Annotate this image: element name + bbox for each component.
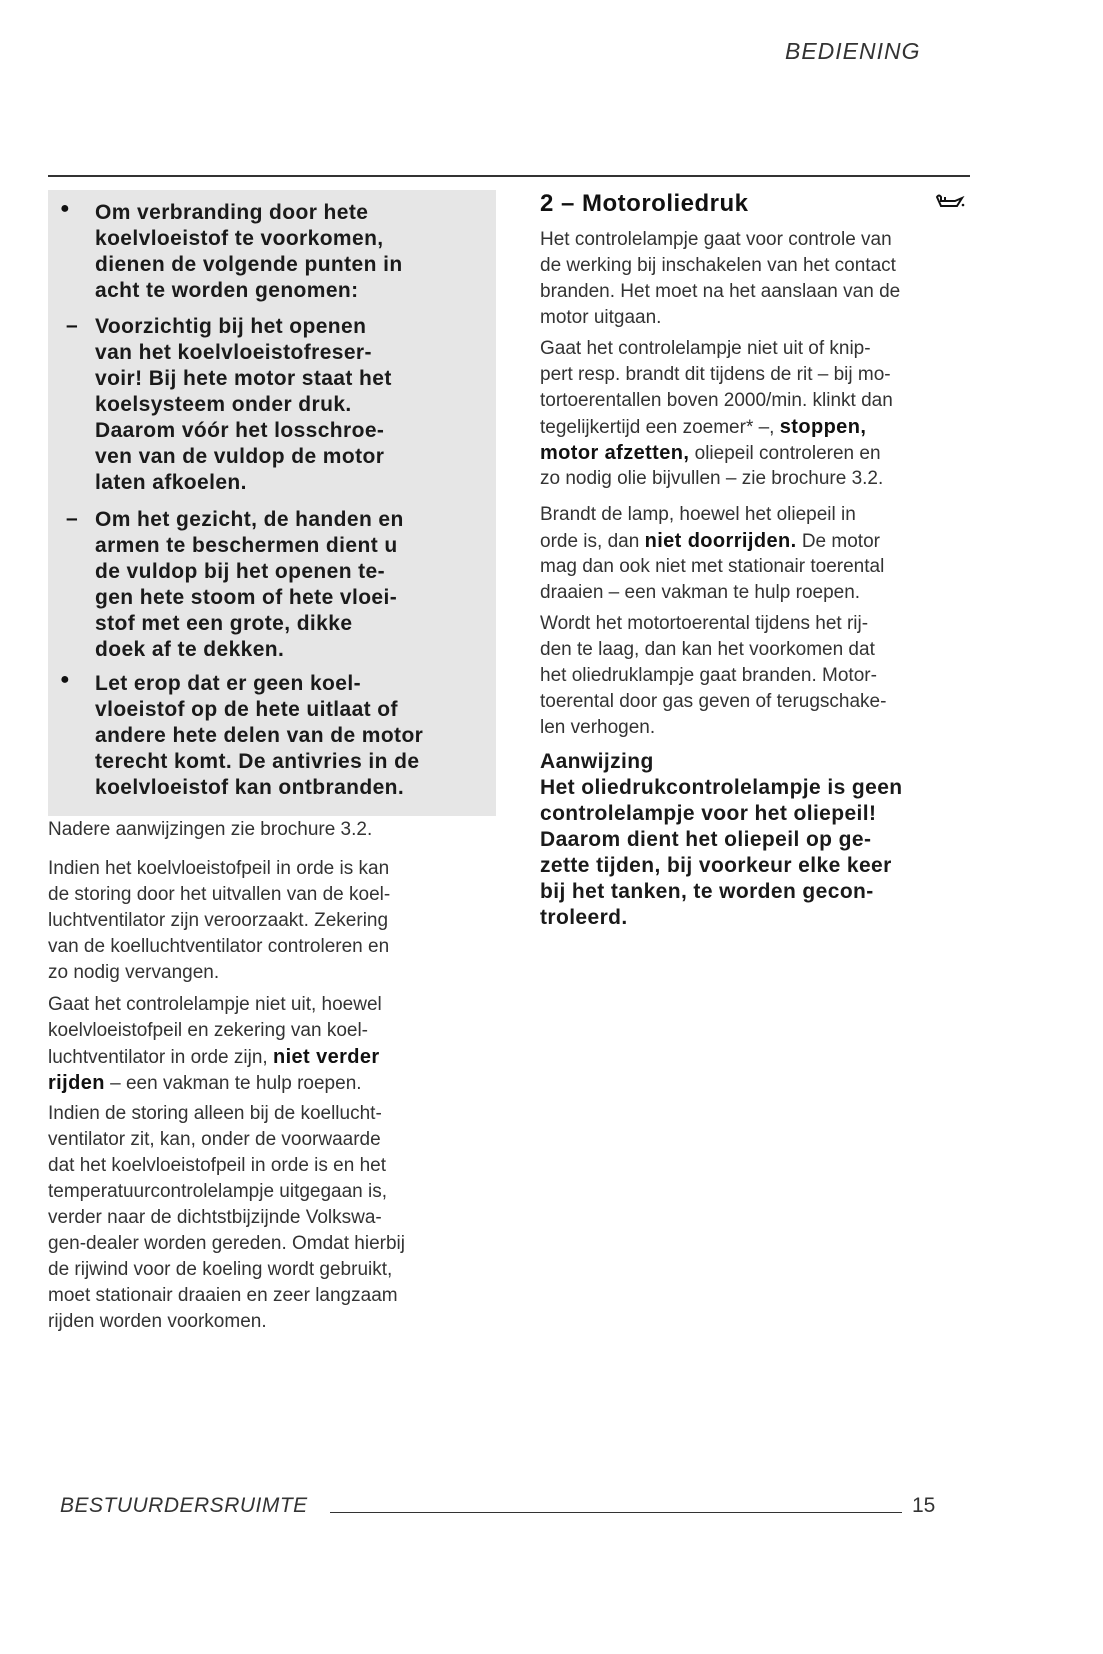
text-line: len verhogen. [540,717,656,738]
paragraph [540,611,886,741]
text-line: doek af te dekken. [95,638,285,661]
dash-mark: – [66,314,78,337]
bold-text: motor afzetten, [540,442,690,464]
text-line: pert resp. brandt dit tijdens de rit – bij mo- [540,364,891,385]
text-line: de storing door het uitvallen van de koel- [48,884,391,905]
text-line: mag dan ook niet met stationair toerental [540,556,885,577]
text-line: Aanwijzing [540,750,654,773]
text-line: Indien de storing alleen bij de koellucht- [48,1103,382,1124]
text-line: Het oliedrukcontrolelampje is geen [540,776,903,799]
text-line: motor uitgaan. [540,307,662,328]
text-line: den te laag, dan kan het voorkomen dat [540,639,875,660]
footer-rule [330,1512,902,1513]
text-line: tortoerentallen boven 2000/min. klinkt dan [540,390,893,411]
warning-dash-1 [95,314,392,496]
paragraph [540,336,893,492]
text-line: troleerd. [540,906,628,929]
section-title: 2 – Motoroliedruk [540,190,749,217]
text-line: controlelampje voor het oliepeil! [540,802,877,825]
text-line: Indien het koelvloeistofpeil in orde is kan [48,858,390,879]
warning-dash-2 [95,507,404,663]
text-line: stof met een grote, dikke [95,612,353,635]
text-line: acht te worden genomen: [95,279,359,302]
text-line: rijden worden voorkomen. [48,1311,267,1332]
oil-can-icon [935,193,965,216]
text-segment: De motor [796,531,880,552]
paragraph [540,502,884,606]
text-line: zo nodig olie bijvullen – zie brochure 3.2. [540,468,884,489]
text-line: Brandt de lamp, hoewel het oliepeil in [540,504,856,525]
text-line: armen te beschermen dient u [95,534,398,557]
text-line: terecht komt. De antivries in de [95,750,420,773]
text-line: voir! Bij hete motor staat het [95,367,392,390]
text-line: verder naar de dichtstbijzijnde Volkswa- [48,1207,382,1228]
text-line: vloeistof op de hete uitlaat of [95,698,398,721]
bullet-icon: ● [60,671,70,688]
text-line: de rijwind voor de koeling wordt gebruikt, [48,1259,393,1280]
bold-text: niet doorrijden. [644,530,797,552]
text-line: dat het koelvloeistofpeil in orde is en het [48,1155,386,1176]
text-line [540,440,893,466]
text-line [540,528,884,554]
text-line: Wordt het motortoerental tijdens het rij- [540,613,869,634]
text-line: koelvloeistof te voorkomen, [95,227,384,250]
note-text [540,775,903,931]
paragraph [48,817,372,843]
paragraph [48,992,382,1096]
text-line: ventilator zit, kan, onder de voorwaarde [48,1129,381,1150]
text-line [48,1044,382,1070]
text-line: zette tijden, bij voorkeur elke keer [540,854,892,877]
dash-mark: – [66,507,78,530]
text-line: moet stationair draaien en zeer langzaam [48,1285,398,1306]
text-line: Gaat het controlelampje niet uit, hoewel [48,994,382,1015]
warning-bullet-2 [64,671,423,801]
warning-bullet-1 [64,200,403,304]
text-line: Let erop dat er geen koel- [95,672,361,695]
text-segment: tegelijkertijd een zoemer* –, [540,417,780,438]
text-line: het oliedruklampje gaat branden. Motor- [540,665,877,686]
text-line: luchtventilator zijn veroorzaakt. Zekering [48,910,389,931]
bold-text: niet verder [272,1046,380,1068]
text-line: toerental door gas geven of terugschake- [540,691,887,712]
section-header: BEDIENING [785,38,921,64]
text-segment: oliepeil controleren en [689,443,881,464]
text-line: dienen de volgende punten in [95,253,403,276]
text-line: bij het tanken, te worden gecon- [540,880,874,903]
page-number: 15 [912,1494,936,1517]
note-heading [540,749,654,775]
text-line: andere hete delen van de motor [95,724,424,747]
text-line: laten afkoelen. [95,471,247,494]
text-line: gen hete stoom of hete vloei- [95,586,398,609]
text-line [540,414,893,440]
text-line: branden. Het moet na het aanslaan van de [540,281,901,302]
text-line: koelsysteem onder druk. [95,393,352,416]
bullet-icon: ● [60,200,70,217]
text-line: Voorzichtig bij het openen [95,315,367,338]
text-line: de vuldop bij het openen te- [95,560,386,583]
text-line: ven van de vuldop de motor [95,445,385,468]
paragraph [48,856,390,986]
text-segment: luchtventilator in orde zijn, [48,1047,273,1068]
text-line: koelvloeistof kan ontbranden. [95,776,405,799]
top-rule [48,175,970,177]
text-segment: orde is, dan [540,531,645,552]
text-line: Daarom dient het oliepeil op ge- [540,828,872,851]
text-line: Om het gezicht, de handen en [95,508,404,531]
text-line: Nadere aanwijzingen zie brochure 3.2. [48,819,373,840]
text-line: zo nodig vervangen. [48,962,220,983]
paragraph [540,227,900,331]
text-line: de werking bij inschakelen van het contact [540,255,896,276]
text-line: van de koelluchtventilator controleren en [48,936,390,957]
bold-text: rijden [48,1072,105,1094]
paragraph [48,1101,405,1335]
bold-text: stoppen, [779,416,867,438]
text-line: draaien – een vakman te hulp roepen. [540,582,861,603]
text-line: gen-dealer worden gereden. Omdat hierbij [48,1233,405,1254]
text-line: koelvloeistofpeil en zekering van koel- [48,1020,369,1041]
text-segment: – een vakman te hulp roepen. [104,1073,362,1094]
text-line: temperatuurcontrolelampje uitgegaan is, [48,1181,388,1202]
footer-chapter: BESTUURDERSRUIMTE [60,1494,308,1517]
text-line: van het koelvloeistofreser- [95,341,372,364]
text-line: Om verbranding door hete [95,201,369,224]
text-line: Het controlelampje gaat voor controle van [540,229,892,250]
text-line: Daarom vóór het losschroe- [95,419,385,442]
text-line: Gaat het controlelampje niet uit of knip- [540,338,871,359]
text-line [48,1070,382,1096]
